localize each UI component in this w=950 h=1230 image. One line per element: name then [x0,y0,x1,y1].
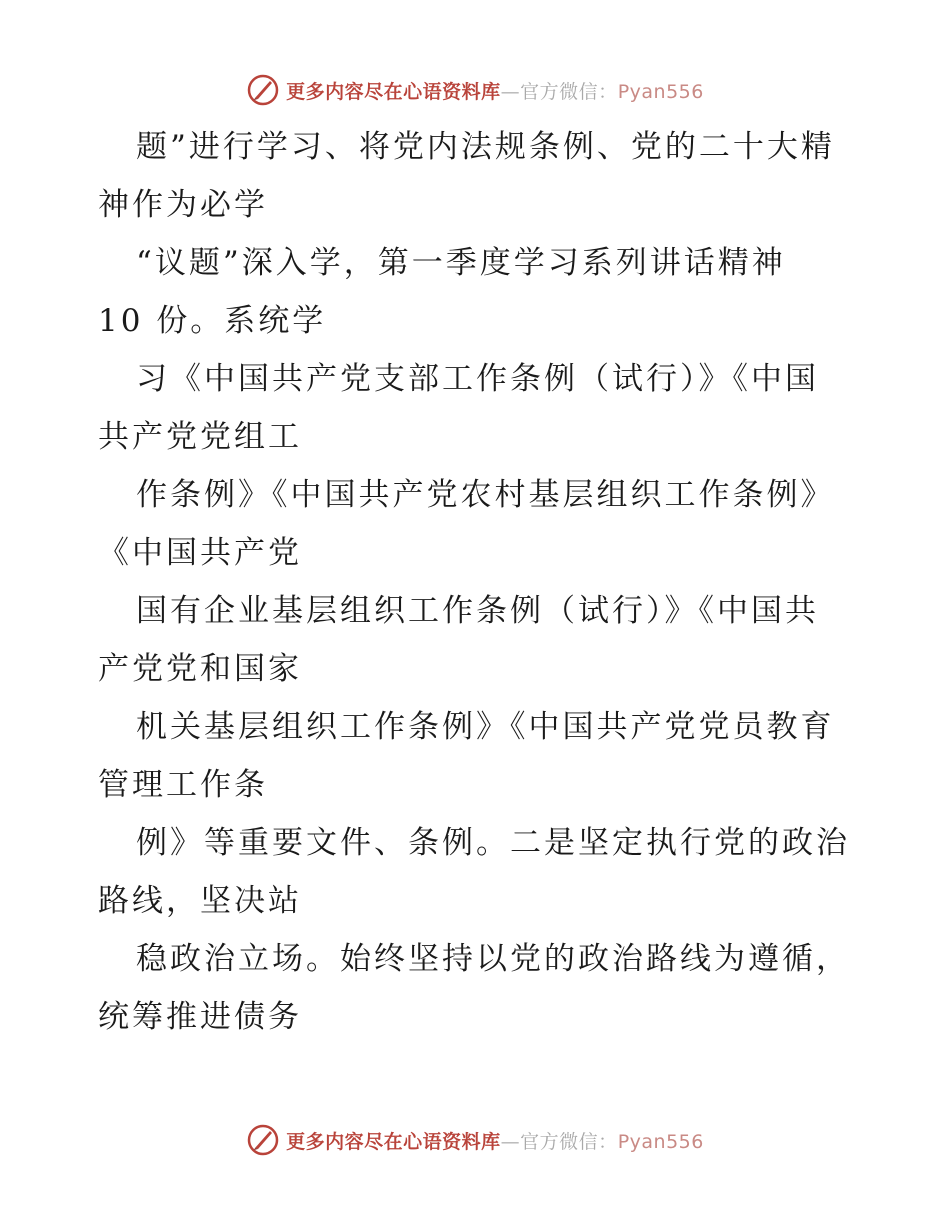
paragraph-line: 稳政治立场。始终坚持以党的政治路线为遵循， [136,941,850,977]
watermark-wechat-id: Pyan556 [617,1130,704,1153]
watermark-separator: — [500,1130,521,1153]
watermark-brand: 更多内容尽在心语资料库 [286,80,501,103]
paragraph-line: 例》等重要文件、条例。二是坚定执行党的政治 [136,825,850,861]
paragraph-line: 10 份。系统学 [98,303,327,339]
paragraph-line: 统筹推进债务 [98,999,302,1035]
watermark-text [286,77,704,104]
header-watermark [0,70,950,110]
paragraph-line: 路线，坚决站 [98,883,302,919]
paragraph-line: 国有企业基层组织工作条例（试行）》《中国共 [136,593,819,629]
paragraph-line: 产党党和国家 [98,651,302,687]
watermark-wechat-label: 官方微信： [520,80,618,103]
document-body [98,118,858,1046]
watermark-wechat-label: 官方微信： [520,1130,618,1153]
watermark-text [286,1127,704,1154]
paragraph-line: 题”进行学习、将党内法规条例、党的二十大精 [136,129,835,165]
paragraph-line: 共产党党组工 [98,419,302,455]
watermark-separator: — [500,80,521,103]
paragraph-line: 作条例》《中国共产党农村基层组织工作条例》 [136,477,835,513]
watermark-brand: 更多内容尽在心语资料库 [286,1130,501,1153]
paragraph-line: 神作为必学 [98,187,268,223]
feather-pen-logo-icon [246,73,280,107]
paragraph-line: 《中国共产党 [98,535,302,571]
paragraph-line: 机关基层组织工作条例》《中国共产党党员教育 [136,709,835,745]
paragraph-line: 习《中国共产党支部工作条例（试行）》《中国 [136,361,819,397]
paragraph-line: “议题”深入学，第一季度学习系列讲话精神 [136,245,786,281]
footer-watermark [0,1120,950,1160]
paragraph-line: 管理工作条 [98,767,268,803]
watermark-wechat-id: Pyan556 [617,80,704,103]
feather-pen-logo-icon [246,1123,280,1157]
